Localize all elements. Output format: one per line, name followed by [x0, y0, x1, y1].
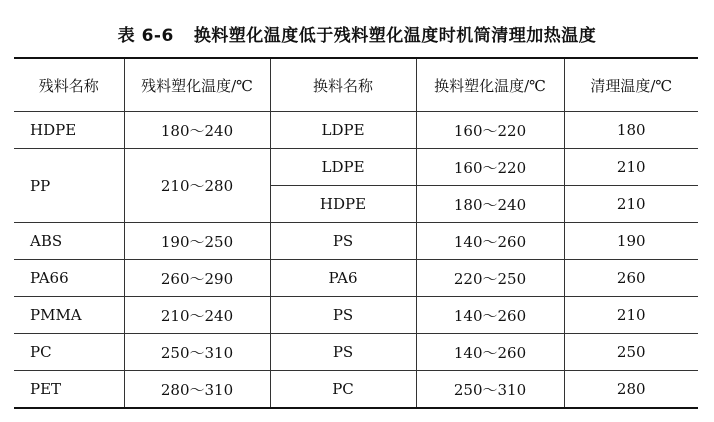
new-temp-cell: 140～260 [416, 334, 564, 371]
new-material-cell: PS [270, 223, 416, 260]
clean-temp-cell: 210 [564, 297, 698, 334]
cleaning-temperature-table [14, 57, 698, 409]
residual-temp-cell: 210～280 [124, 149, 270, 223]
header-new-material: 换料名称 [270, 58, 416, 112]
table-row [14, 112, 698, 149]
residual-name-cell: PP [14, 149, 124, 223]
header-residual-name: 残料名称 [14, 58, 124, 112]
residual-name-cell: HDPE [14, 112, 124, 149]
clean-temp-cell: 210 [564, 186, 698, 223]
new-material-cell: LDPE [270, 112, 416, 149]
new-material-cell: LDPE [270, 149, 416, 186]
table-row [14, 223, 698, 260]
new-temp-cell: 140～260 [416, 223, 564, 260]
new-temp-cell: 180～240 [416, 186, 564, 223]
residual-temp-cell: 210～240 [124, 297, 270, 334]
clean-temp-cell: 180 [564, 112, 698, 149]
header-residual-temp: 残料塑化温度/℃ [124, 58, 270, 112]
table-row [14, 371, 698, 409]
residual-name-cell: PET [14, 371, 124, 409]
new-material-cell: PC [270, 371, 416, 409]
table-row [14, 149, 698, 186]
new-temp-cell: 250～310 [416, 371, 564, 409]
residual-name-cell: PMMA [14, 297, 124, 334]
new-temp-cell: 220～250 [416, 260, 564, 297]
clean-temp-cell: 280 [564, 371, 698, 409]
header-new-temp: 换料塑化温度/℃ [416, 58, 564, 112]
new-material-cell: PA6 [270, 260, 416, 297]
table-header-row [14, 58, 698, 112]
clean-temp-cell: 190 [564, 223, 698, 260]
table-row [14, 297, 698, 334]
residual-temp-cell: 280～310 [124, 371, 270, 409]
table-row [14, 260, 698, 297]
clean-temp-cell: 210 [564, 149, 698, 186]
new-temp-cell: 160～220 [416, 149, 564, 186]
header-clean-temp: 清理温度/℃ [564, 58, 698, 112]
new-material-cell: HDPE [270, 186, 416, 223]
clean-temp-cell: 260 [564, 260, 698, 297]
residual-temp-cell: 250～310 [124, 334, 270, 371]
table-title: 换料塑化温度低于残料塑化温度时机筒清理加热温度 [193, 26, 597, 46]
new-temp-cell: 140～260 [416, 297, 564, 334]
table-row [14, 334, 698, 371]
clean-temp-cell: 250 [564, 334, 698, 371]
new-material-cell: PS [270, 297, 416, 334]
table-caption [0, 26, 714, 46]
residual-temp-cell: 260～290 [124, 260, 270, 297]
residual-name-cell: PC [14, 334, 124, 371]
table-number: 表 6-6 [117, 26, 174, 46]
residual-name-cell: ABS [14, 223, 124, 260]
residual-temp-cell: 190～250 [124, 223, 270, 260]
residual-temp-cell: 180～240 [124, 112, 270, 149]
residual-name-cell: PA66 [14, 260, 124, 297]
new-material-cell: PS [270, 334, 416, 371]
new-temp-cell: 160～220 [416, 112, 564, 149]
